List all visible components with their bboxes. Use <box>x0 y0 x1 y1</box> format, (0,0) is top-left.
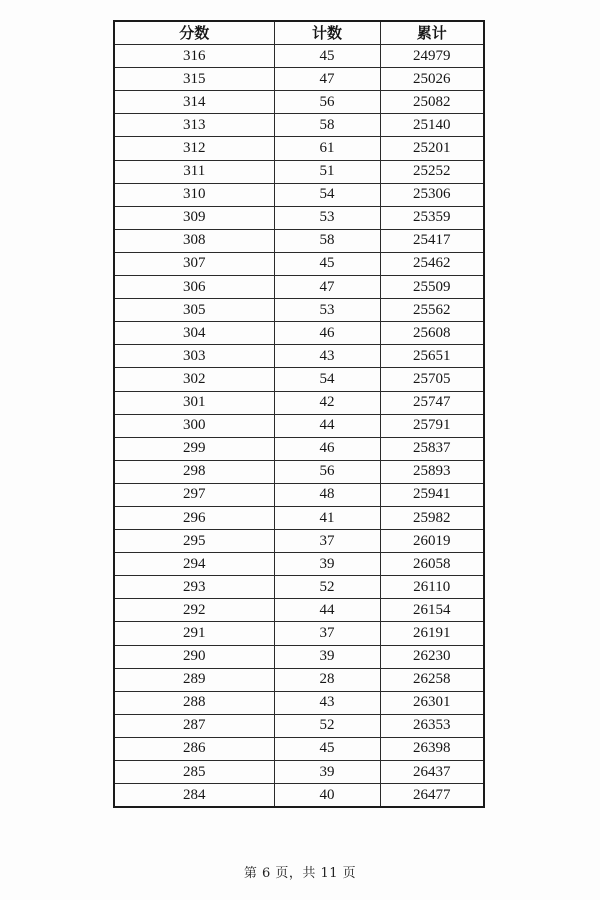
table-row <box>114 299 484 322</box>
cell-count: 56 <box>274 460 380 483</box>
cell-score: 295 <box>114 530 274 553</box>
cell-count: 45 <box>274 45 380 68</box>
table-row <box>114 460 484 483</box>
table-row <box>114 322 484 345</box>
cell-score: 287 <box>114 714 274 737</box>
cell-score: 307 <box>114 252 274 275</box>
cell-count: 39 <box>274 553 380 576</box>
score-distribution-table <box>113 20 485 808</box>
cell-cumulative: 26301 <box>380 691 484 714</box>
table-body <box>114 45 484 808</box>
cell-cumulative: 26019 <box>380 530 484 553</box>
table-row <box>114 599 484 622</box>
cell-score: 291 <box>114 622 274 645</box>
table-row <box>114 206 484 229</box>
table-row <box>114 784 484 808</box>
cell-score: 289 <box>114 668 274 691</box>
cell-score: 308 <box>114 229 274 252</box>
cell-cumulative: 25201 <box>380 137 484 160</box>
cell-count: 44 <box>274 414 380 437</box>
table-row <box>114 391 484 414</box>
cell-count: 28 <box>274 668 380 691</box>
cell-count: 53 <box>274 299 380 322</box>
cell-cumulative: 24979 <box>380 45 484 68</box>
table-row <box>114 530 484 553</box>
cell-cumulative: 25462 <box>380 252 484 275</box>
cell-score: 302 <box>114 368 274 391</box>
cell-cumulative: 25941 <box>380 483 484 506</box>
cell-count: 39 <box>274 761 380 784</box>
cell-count: 53 <box>274 206 380 229</box>
cell-score: 294 <box>114 553 274 576</box>
cell-count: 56 <box>274 91 380 114</box>
cell-count: 52 <box>274 576 380 599</box>
cell-cumulative: 25417 <box>380 229 484 252</box>
table-row <box>114 506 484 529</box>
cell-cumulative: 25893 <box>380 460 484 483</box>
cell-cumulative: 26191 <box>380 622 484 645</box>
table-row <box>114 553 484 576</box>
cell-count: 51 <box>274 160 380 183</box>
cell-score: 304 <box>114 322 274 345</box>
table-row <box>114 576 484 599</box>
cell-count: 52 <box>274 714 380 737</box>
cell-cumulative: 25252 <box>380 160 484 183</box>
cell-count: 43 <box>274 345 380 368</box>
cell-cumulative: 25982 <box>380 506 484 529</box>
cell-score: 316 <box>114 45 274 68</box>
cell-count: 61 <box>274 137 380 160</box>
table-row <box>114 229 484 252</box>
cell-cumulative: 26437 <box>380 761 484 784</box>
cell-score: 309 <box>114 206 274 229</box>
cell-score: 306 <box>114 276 274 299</box>
cell-count: 43 <box>274 691 380 714</box>
cell-cumulative: 25791 <box>380 414 484 437</box>
cell-count: 45 <box>274 737 380 760</box>
cell-cumulative: 26477 <box>380 784 484 808</box>
header-count: 计数 <box>274 21 380 45</box>
cell-cumulative: 26230 <box>380 645 484 668</box>
cell-score: 298 <box>114 460 274 483</box>
cell-score: 297 <box>114 483 274 506</box>
cell-cumulative: 26110 <box>380 576 484 599</box>
cell-cumulative: 25306 <box>380 183 484 206</box>
table-row <box>114 437 484 460</box>
table-row <box>114 137 484 160</box>
cell-cumulative: 26154 <box>380 599 484 622</box>
cell-score: 315 <box>114 68 274 91</box>
cell-score: 290 <box>114 645 274 668</box>
cell-count: 46 <box>274 437 380 460</box>
cell-cumulative: 25651 <box>380 345 484 368</box>
cell-cumulative: 26258 <box>380 668 484 691</box>
cell-score: 312 <box>114 137 274 160</box>
table-row <box>114 252 484 275</box>
cell-cumulative: 25747 <box>380 391 484 414</box>
cell-count: 37 <box>274 530 380 553</box>
cell-count: 39 <box>274 645 380 668</box>
cell-count: 54 <box>274 368 380 391</box>
cell-count: 37 <box>274 622 380 645</box>
cell-count: 40 <box>274 784 380 808</box>
table-row <box>114 714 484 737</box>
table-row <box>114 345 484 368</box>
table-row <box>114 691 484 714</box>
cell-count: 42 <box>274 391 380 414</box>
cell-score: 292 <box>114 599 274 622</box>
cell-score: 299 <box>114 437 274 460</box>
cell-score: 305 <box>114 299 274 322</box>
cell-score: 313 <box>114 114 274 137</box>
cell-count: 44 <box>274 599 380 622</box>
cell-count: 41 <box>274 506 380 529</box>
table-row <box>114 761 484 784</box>
cell-count: 58 <box>274 114 380 137</box>
cell-score: 311 <box>114 160 274 183</box>
header-row <box>114 21 484 45</box>
cell-score: 288 <box>114 691 274 714</box>
cell-count: 47 <box>274 68 380 91</box>
cell-score: 314 <box>114 91 274 114</box>
table-row <box>114 114 484 137</box>
cell-count: 54 <box>274 183 380 206</box>
cell-cumulative: 25359 <box>380 206 484 229</box>
cell-cumulative: 26398 <box>380 737 484 760</box>
cell-cumulative: 26353 <box>380 714 484 737</box>
table-row <box>114 68 484 91</box>
cell-score: 310 <box>114 183 274 206</box>
cell-count: 47 <box>274 276 380 299</box>
header-score: 分数 <box>114 21 274 45</box>
cell-score: 303 <box>114 345 274 368</box>
table-row <box>114 183 484 206</box>
table-header <box>114 21 484 45</box>
cell-cumulative: 25562 <box>380 299 484 322</box>
table-row <box>114 368 484 391</box>
cell-score: 286 <box>114 737 274 760</box>
page-number-footer: 第 6 页，共 11 页 <box>243 866 357 881</box>
table-row <box>114 414 484 437</box>
table-row <box>114 91 484 114</box>
cell-score: 301 <box>114 391 274 414</box>
cell-cumulative: 26058 <box>380 553 484 576</box>
cell-count: 58 <box>274 229 380 252</box>
table-row <box>114 668 484 691</box>
cell-cumulative: 25140 <box>380 114 484 137</box>
header-cumulative: 累计 <box>380 21 484 45</box>
cell-cumulative: 25837 <box>380 437 484 460</box>
cell-cumulative: 25509 <box>380 276 484 299</box>
table-row <box>114 622 484 645</box>
cell-cumulative: 25705 <box>380 368 484 391</box>
cell-score: 285 <box>114 761 274 784</box>
table-row <box>114 737 484 760</box>
table-row <box>114 45 484 68</box>
cell-count: 48 <box>274 483 380 506</box>
cell-count: 45 <box>274 252 380 275</box>
cell-cumulative: 25026 <box>380 68 484 91</box>
cell-cumulative: 25608 <box>380 322 484 345</box>
table-row <box>114 160 484 183</box>
cell-score: 296 <box>114 506 274 529</box>
cell-score: 284 <box>114 784 274 808</box>
cell-count: 46 <box>274 322 380 345</box>
cell-score: 293 <box>114 576 274 599</box>
table-row <box>114 276 484 299</box>
table-row <box>114 645 484 668</box>
table-row <box>114 483 484 506</box>
cell-score: 300 <box>114 414 274 437</box>
cell-cumulative: 25082 <box>380 91 484 114</box>
